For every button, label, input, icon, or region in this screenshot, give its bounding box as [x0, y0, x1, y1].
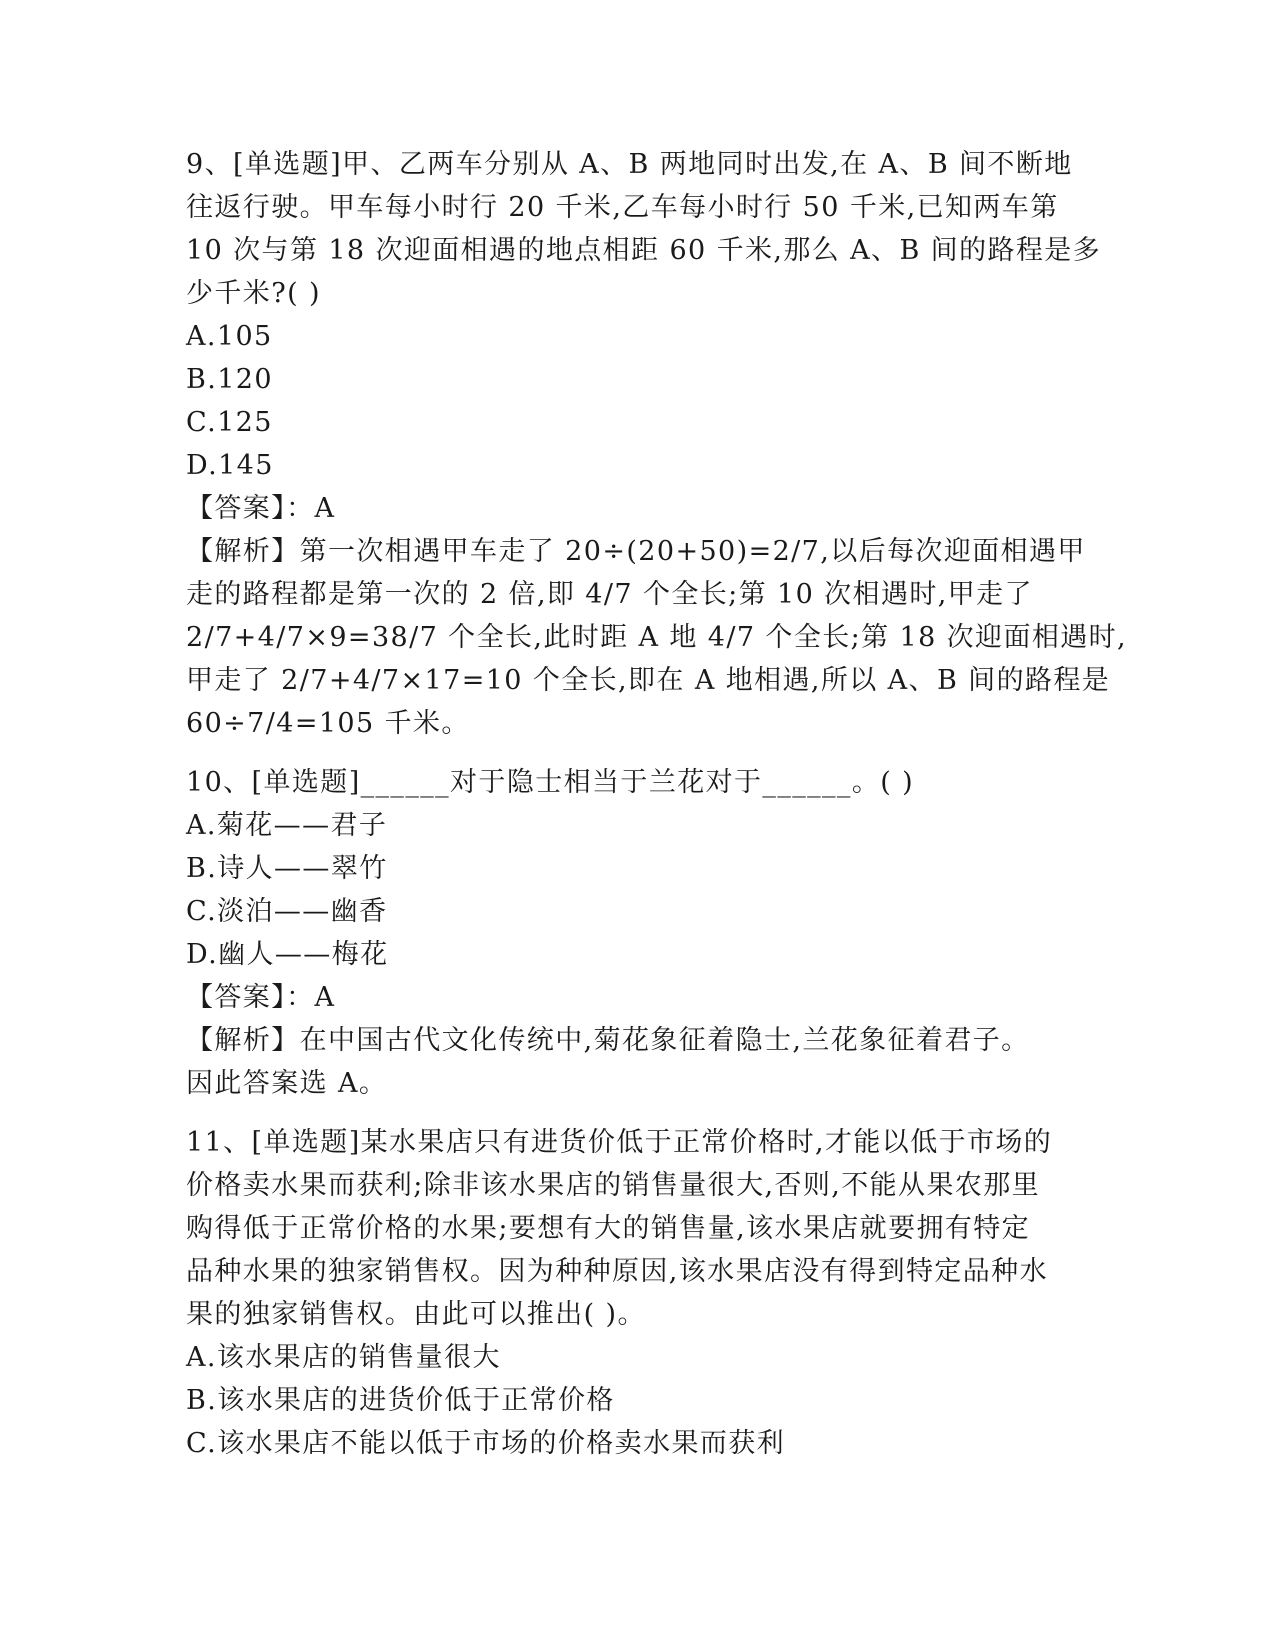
question-11 [186, 1121, 1086, 1465]
question-stem-line: 10、[单选题]______对于隐士相当于兰花对于______。( ) [186, 767, 915, 798]
option-c: C.125 [186, 407, 273, 438]
question-stem-line: 9、[单选题]甲、乙两车分别从 A、B 两地同时出发,在 A、B 间不断地 [186, 149, 1073, 180]
option-a: A.该水果店的销售量很大 [186, 1342, 501, 1373]
question-stem-line: 10 次与第 18 次迎面相遇的地点相距 60 千米,那么 A、B 间的路程是多 [186, 235, 1102, 266]
question-stem-line: 少千米?( ) [186, 278, 321, 309]
option-b: B.该水果店的进货价低于正常价格 [186, 1385, 615, 1416]
option-b: B.诗人——翠竹 [186, 853, 388, 884]
analysis-line: 因此答案选 A。 [186, 1068, 388, 1099]
option-c: C.淡泊——幽香 [186, 896, 388, 927]
analysis-line: 【解析】第一次相遇甲车走了 20÷(20+50)=2/7,以后每次迎面相遇甲 [186, 536, 1086, 567]
option-d: D.幽人——梅花 [186, 939, 389, 970]
question-stem-line: 11、[单选题]某水果店只有进货价低于正常价格时,才能以低于市场的 [186, 1127, 1053, 1158]
option-a: A.菊花——君子 [186, 810, 388, 841]
question-10 [186, 761, 1086, 1105]
analysis-line: 走的路程都是第一次的 2 倍,即 4/7 个全长;第 10 次相遇时,甲走了 [186, 579, 1033, 610]
question-spacer [186, 745, 1086, 761]
option-c: C.该水果店不能以低于市场的价格卖水果而获利 [186, 1428, 786, 1459]
analysis-line: 2/7+4/7×9=38/7 个全长,此时距 A 地 4/7 个全长;第 18 次迎面相遇时, [186, 622, 1128, 653]
question-stem-line: 价格卖水果而获利;除非该水果店的销售量很大,否则,不能从果农那里 [186, 1170, 1041, 1201]
question-stem-line: 品种水果的独家销售权。因为种种原因,该水果店没有得到特定品种水 [186, 1256, 1048, 1287]
question-spacer [186, 1105, 1086, 1121]
answer-line: 【答案】：A [186, 982, 336, 1013]
analysis-line: 甲走了 2/7+4/7×17=10 个全长,即在 A 地相遇,所以 A、B 间的路程是 [186, 665, 1111, 696]
analysis-line: 【解析】在中国古代文化传统中,菊花象征着隐士,兰花象征着君子。 [186, 1025, 1030, 1056]
question-9 [186, 143, 1128, 745]
option-d: D.145 [186, 450, 274, 481]
question-stem-line: 果的独家销售权。由此可以推出( )。 [186, 1299, 646, 1330]
answer-line: 【答案】：A [186, 493, 336, 524]
option-b: B.120 [186, 364, 273, 395]
option-a: A.105 [186, 321, 273, 352]
document-content [186, 143, 1128, 1465]
analysis-line: 60÷7/4=105 千米。 [186, 708, 470, 739]
question-stem-line: 往返行驶。甲车每小时行 20 千米,乙车每小时行 50 千米,已知两车第 [186, 192, 1059, 223]
question-stem-line: 购得低于正常价格的水果;要想有大的销售量,该水果店就要拥有特定 [186, 1213, 1031, 1244]
